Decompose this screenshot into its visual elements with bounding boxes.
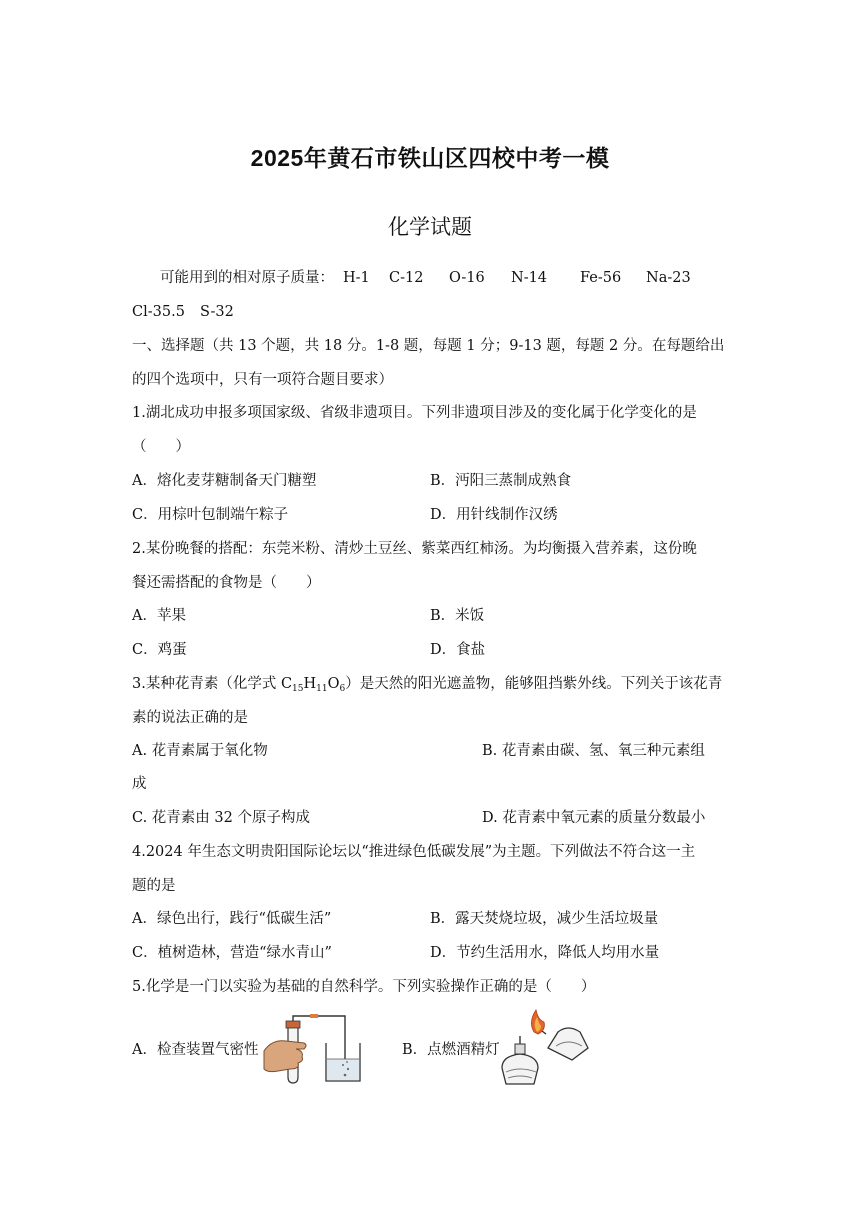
- q3-element-h: H: [303, 676, 317, 692]
- q2-option-d: D．食盐: [430, 642, 486, 658]
- q5-option-b: B．点燃酒精灯: [402, 1042, 500, 1058]
- question-4-stem-cont: 题的是: [132, 878, 176, 894]
- question-3-stem-cont: 素的说法正确的是: [132, 710, 248, 726]
- q1-option-c: C．用棕叶包制端午粽子: [132, 507, 289, 523]
- q1-option-d: D．用针线制作汉绣: [430, 507, 558, 523]
- q3-sub-h: 11: [316, 684, 328, 694]
- q2-option-c: C．鸡蛋: [132, 642, 187, 658]
- question-2-stem-cont: 餐还需搭配的食物是（ ）: [132, 575, 321, 591]
- mass-c: C-12: [389, 270, 424, 286]
- q4-option-d: D．节约生活用水，降低人均用水量: [430, 945, 660, 961]
- mass-n: N-14: [511, 270, 548, 286]
- question-1-stem: 1.湖北成功申报多项国家级、省级非遗项目。下列非遗项目涉及的变化属于化学变化的是: [132, 405, 697, 421]
- page-title: [0, 140, 860, 173]
- atomic-mass-intro: 可能用到的相对原子质量：: [160, 270, 334, 286]
- q3-option-d: D. 花青素中氧元素的质量分数最小: [482, 810, 706, 826]
- title-year: 2025: [250, 145, 304, 171]
- question-5-stem: 5.化学是一门以实验为基础的自然科学。下列实验操作正确的是（ ）: [132, 979, 596, 995]
- section-instruction-line-1: 一、选择题（共 13 个题，共 18 分。1-8 题，每题 1 分；9-13 题，每题 2 分。在每题给出: [132, 338, 725, 354]
- mass-h: H-1: [343, 270, 370, 286]
- alcohol-lamp-figure: [498, 1008, 590, 1090]
- mass-s: S-32: [200, 304, 234, 320]
- question-4-stem: 4.2024 年生态文明贵阳国际论坛以“推进绿色低碳发展”为主题。下列做法不符合这一主: [132, 844, 696, 860]
- q1-option-b: B．沔阳三蒸制成熟食: [430, 473, 572, 489]
- section-instruction-line-2: 的四个选项中，只有一项符合题目要求）: [132, 372, 393, 388]
- mass-o: O-16: [449, 270, 485, 286]
- q2-option-a: A．苹果: [132, 608, 186, 624]
- q3-stem-part-a: 3.某种花青素（化学式 C: [132, 676, 293, 692]
- q3-option-b: B. 花青素由碳、氢、氧三种元素组: [482, 743, 705, 759]
- q4-option-b: B．露天焚烧垃圾，减少生活垃圾量: [430, 911, 659, 927]
- q3-sub-o: 6: [339, 684, 346, 694]
- q3-option-b-wrap: 成: [132, 776, 147, 792]
- mass-na: Na-23: [646, 270, 691, 286]
- q4-option-a: A．绿色出行，践行“低碳生活”: [132, 911, 332, 927]
- mass-fe: Fe-56: [580, 270, 622, 286]
- title-text: 年黄石市铁山区四校中考一模: [303, 145, 610, 172]
- question-1-blank: （ ）: [132, 439, 190, 455]
- q3-sub-c: 15: [292, 684, 304, 694]
- airtightness-check-figure: [260, 1013, 365, 1085]
- page-subtitle: 化学试题: [388, 215, 472, 239]
- q4-option-c: C．植树造林，营造“绿水青山”: [132, 945, 332, 961]
- atomic-mass-line-1: [160, 268, 334, 288]
- q3-option-c: C. 花青素由 32 个原子构成: [132, 810, 310, 826]
- question-3-stem: [132, 674, 722, 699]
- mass-cl: Cl-35.5: [132, 304, 185, 320]
- q5-option-a: A．检查装置气密性: [132, 1042, 259, 1058]
- q2-option-b: B．米饭: [430, 608, 485, 624]
- q3-option-a: A. 花青素属于氧化物: [132, 743, 268, 759]
- q3-stem-part-b: ）是天然的阳光遮盖物，能够阻挡紫外线。下列关于该花青: [345, 676, 723, 692]
- q3-element-o: O: [327, 676, 340, 692]
- question-2-stem: 2.某份晚餐的搭配：东莞米粉、清炒土豆丝、紫菜西红柿汤。为均衡摄入营养素，这份晚: [132, 541, 697, 557]
- q1-option-a: A．熔化麦芽糖制备天门糖塑: [132, 473, 317, 489]
